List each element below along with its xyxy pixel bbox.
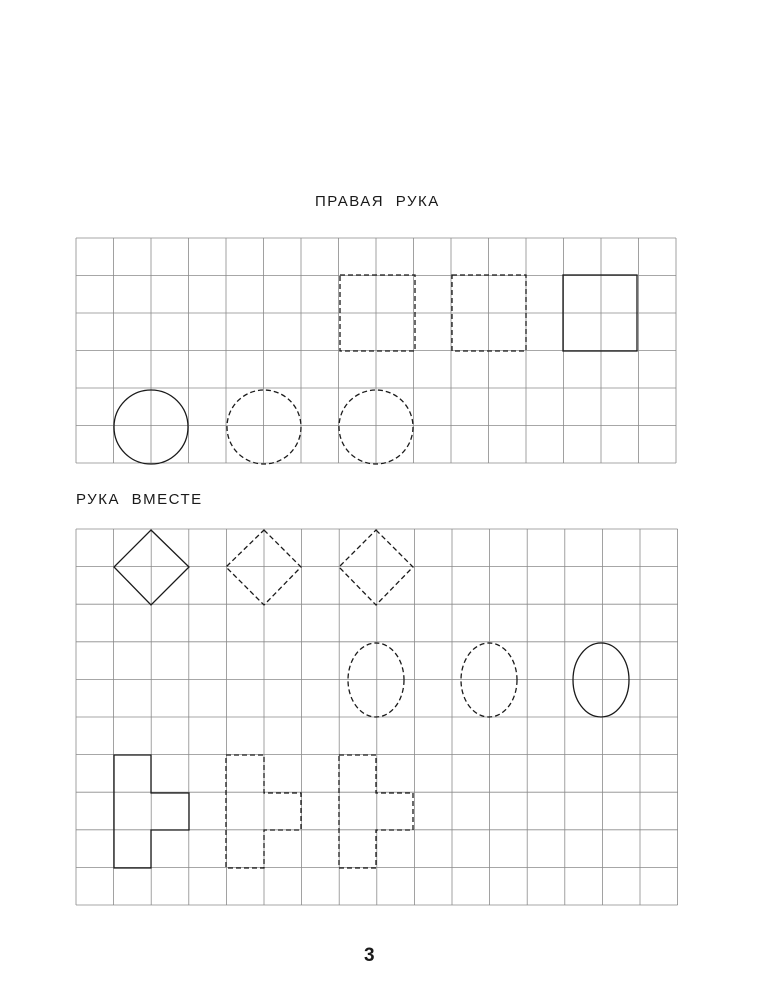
dashed-t-shape [339,755,413,868]
heading-right-hand: ПРАВАЯ РУКА [315,193,440,210]
dashed-diamond [226,530,301,605]
dashed-oval [348,643,404,717]
dashed-circle [227,390,301,464]
solid-oval [573,643,629,717]
dashed-t-shape [226,755,301,868]
dashed-oval [461,643,517,717]
page-number: 3 [364,945,375,966]
heading-together: РУКА ВМЕСТЕ [76,491,203,508]
dashed-diamond [339,530,413,605]
